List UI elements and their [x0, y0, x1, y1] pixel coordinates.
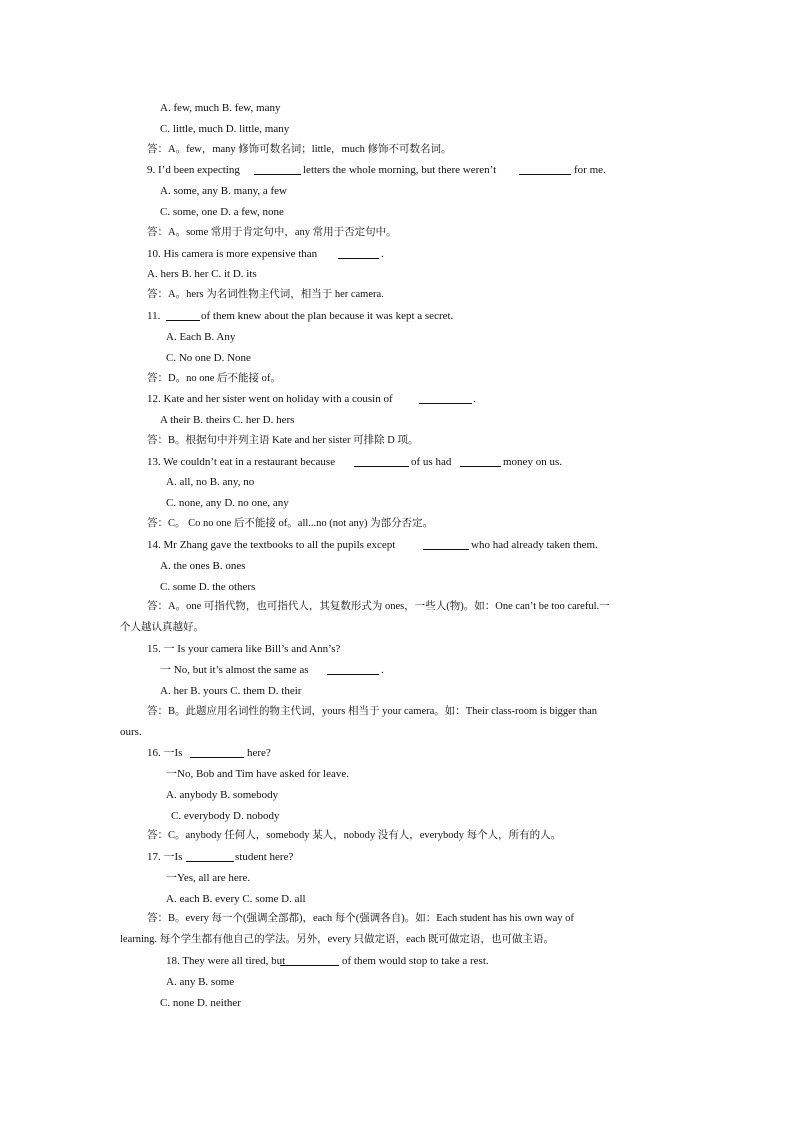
question-line: ours.: [120, 726, 142, 738]
question-line: 12. Kate and her sister went on holiday with a cousin of: [147, 393, 393, 405]
question-line: 一 No, but it’s almost the same as: [160, 664, 309, 676]
question-line: A. anybody B. somebody: [166, 789, 279, 801]
question-line: A their B. theirs C. her D. hers: [160, 414, 295, 426]
question-line: A. few, much B. few, many: [160, 102, 281, 114]
question-line: A. her B. yours C. them D. their: [160, 685, 302, 697]
answer-blank: [419, 403, 472, 404]
question-line: here?: [247, 747, 271, 759]
answer-line: 答：D。no one 后不能接 of。: [147, 373, 281, 384]
answer-line: 个人越认真越好。: [120, 622, 204, 633]
question-line: 11.: [147, 310, 161, 322]
question-line: 13. We couldn’t eat in a restaurant because: [147, 456, 336, 468]
question-line: 一No, Bob and Tim have asked for leave.: [166, 768, 349, 780]
question-line: .: [381, 664, 384, 676]
question-line: for me.: [574, 164, 606, 176]
question-line: A. some, any B. many, a few: [160, 185, 287, 197]
question-line: A. all, no B. any, no: [166, 476, 255, 488]
question-line: 10. His camera is more expensive than: [147, 248, 318, 260]
question-line: C. little, much D. little, many: [160, 123, 290, 135]
question-line: A. each B. every C. some D. all: [166, 893, 306, 905]
answer-blank: [327, 674, 379, 675]
question-line: of them would stop to take a rest.: [342, 955, 489, 967]
answer-blank: [254, 174, 301, 175]
question-line: 17. 一Is: [147, 851, 183, 863]
answer-line: 答：A。few，many 修饰可数名词；little，much 修饰不可数名词。: [147, 144, 452, 155]
answer-line: learning. 每个学生都有他自己的学法。另外，every 只做定语，each 既可做定语，也可做主语。: [120, 934, 554, 945]
question-line: C. some D. the others: [160, 581, 256, 593]
question-line: A. the ones B. ones: [160, 560, 246, 572]
answer-line: 答：B。every 每一个(强调全部都)，each 每个(强调各自)。如：Each student has his own way of: [147, 913, 574, 924]
answer-blank: [338, 258, 379, 259]
answer-line: 答：C。anybody 任何人，somebody 某人，nobody 没有人，everybody 每个人，所有的人。: [147, 830, 562, 841]
question-line: money on us.: [503, 456, 562, 468]
question-line: 15. 一 Is your camera like Bill’s and Ann’s?: [147, 643, 341, 655]
question-line: C. none D. neither: [160, 997, 241, 1009]
answer-blank: [166, 320, 200, 321]
question-line: .: [473, 393, 476, 405]
answer-blank: [519, 174, 571, 175]
question-line: 18. They were all tired, but: [166, 955, 286, 967]
question-line: of them knew about the plan because it was kept a secret.: [201, 310, 454, 322]
answer-blank: [190, 757, 244, 758]
question-line: A. any B. some: [166, 976, 235, 988]
question-line: who had already taken them.: [471, 539, 598, 551]
question-line: C. none, any D. no one, any: [166, 497, 289, 509]
answer-line: 答：A。one 可指代物，也可指代人，其复数形式为 ones，一些人(物)。如：One can’t be too careful.一: [147, 601, 610, 612]
question-line: student here?: [235, 851, 294, 863]
question-line: 一Yes, all are here.: [166, 872, 251, 884]
question-line: C. No one D. None: [166, 352, 251, 364]
answer-blank: [460, 466, 501, 467]
answer-line: 答：B。根据句中并列主语 Kate and her sister 可排除 D 项。: [147, 435, 419, 446]
question-line: C. some, one D. a few, none: [160, 206, 284, 218]
question-line: 16. 一Is: [147, 747, 183, 759]
question-line: 9. I’d been expecting: [147, 164, 240, 176]
answer-line: 答：A。hers 为名词性物主代词，相当于 her camera.: [147, 289, 384, 300]
question-line: .: [381, 248, 384, 260]
answer-line: 答：C。 Co no one 后不能接 of。all...no (not any) 为部分否定。: [147, 518, 434, 529]
question-line: C. everybody D. nobody: [171, 810, 280, 822]
question-line: letters the whole morning, but there weren’t: [303, 164, 497, 176]
question-line: 14. Mr Zhang gave the textbooks to all the pupils except: [147, 539, 396, 551]
answer-line: 答：A。some 常用于肯定句中，any 常用于否定句中。: [147, 227, 397, 238]
question-line: A. hers B. her C. it D. its: [147, 268, 257, 280]
answer-line: 答：B。此题应用名词性的物主代词，yours 相当于 your camera。如：Their class-room is bigger than: [147, 706, 597, 717]
question-line: A. Each B. Any: [166, 331, 236, 343]
answer-blank: [354, 466, 409, 467]
answer-blank: [186, 861, 234, 862]
question-line: of us had: [411, 456, 452, 468]
answer-blank: [280, 965, 339, 966]
answer-blank: [423, 549, 469, 550]
